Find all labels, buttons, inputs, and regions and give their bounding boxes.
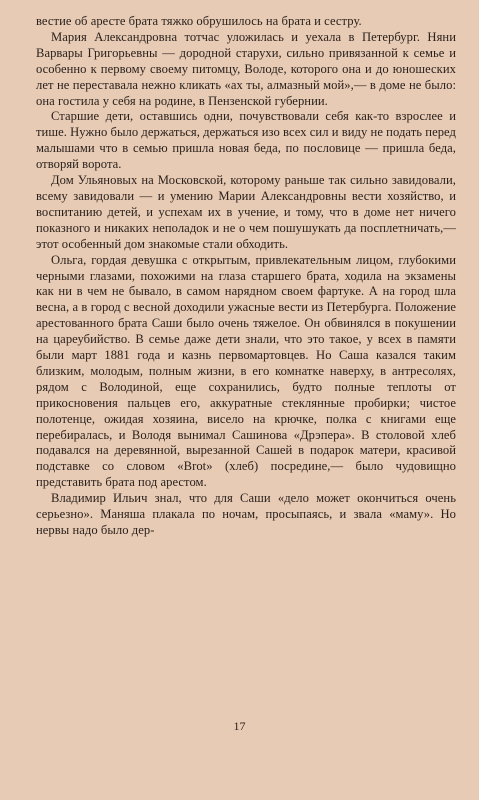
- page-number: 17: [233, 719, 246, 733]
- paragraph-6: Владимир Ильич знал, что для Саши «дело может окончиться очень серьезно». Маняша плакала по ночам, просыпаясь, и звала «маму». Но нервы надо было дер-: [36, 491, 456, 537]
- paragraph-3: Старшие дети, оставшись одни, почувствовали себя как-то взрослее и тише. Нужно было держаться, держаться изо всех сил и виду не подать перед малышами что в семью пришла новая беда, по пословице — пришла беда, отворяй ворота.: [36, 109, 456, 172]
- page-text: [36, 14, 456, 539]
- paragraph-1: вестие об аресте брата тяжко обрушилось на брата и сестру.: [36, 14, 362, 28]
- paragraph-5: Ольга, гордая девушка с открытым, привлекательным лицом, глубокими черными глазами, похожими на глаза старшего брата, ходила на экзамены как ни в чем не бывало, в самом нарядном своем фартуке. А на город шла весна, а в город с весной доходили ужасные вести из Петербурга. Положение арестованного брата Саши было очень тяжелое. Он обвинялся в покушении на цареубийство. В семье даже дети знали, что это такое, у всех в памяти были март 1881 года и казнь первомартовцев. Но Саша казался таким близким, молодым, полным жизни, в его комнатке наверху, в антресолях, рядом с Володиной, еще сохранились, будто полные теплоты от прикосновения пальцев его, аккуратные стеклянные пробирки; чистое полотенце, ожидая хозяина, висело на крючке, полка с книгами еще перебиралась, и Володя вынимал Сашинова «Дрэпера». В столовой хлеб подавался на деревянной, вырезанной Сашей в подарок матери, красивой подставке со словом «Brot» (хлеб) посредине,— было чудовищно представить брата под арестом.: [36, 252, 456, 490]
- paragraph-2: Мария Александровна тотчас уложилась и уехала в Петербург. Няни Варвары Григорьевны — дородной старухи, сильно привязанной к семье и особенно к первому своему питомцу, Володе, которого она и до юношеских лет не переставала нежно кликать «ах ты, алмазный мой»,— в доме не было: она гостила у себя на родине, в Пензенской губернии.: [36, 29, 456, 108]
- paragraph-4: Дом Ульяновых на Московской, которому раньше так сильно завидовали, всему завидовали — и умению Марии Александровны вести хозяйство, и воспитанию детей, и успехам их в учение, и тому, что в доме нет ничего показного и никаких неполадок и не о чем пошушукать да посплетничать,— этот особенный дом знакомые стали обходить.: [36, 173, 456, 251]
